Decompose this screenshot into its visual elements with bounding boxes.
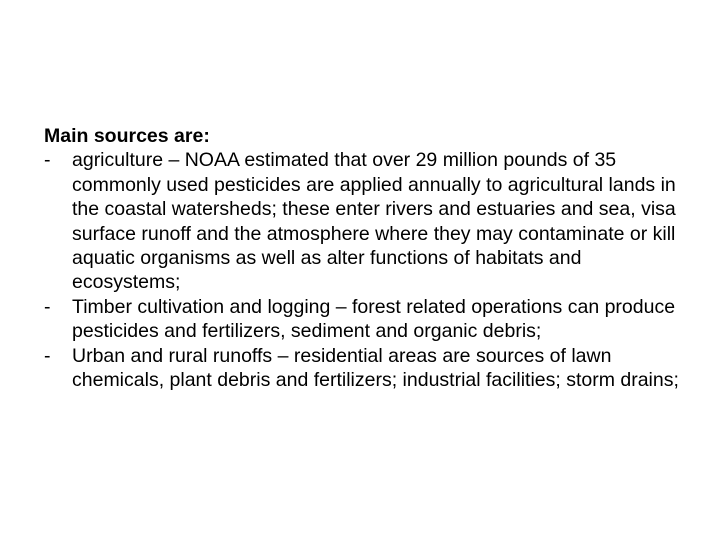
bullet-text: agriculture – NOAA estimated that over 29 million pounds of 35 commonly used pesticides are applied annually to agricultural lands in the coastal watersheds; these enter rivers and estuaries and sea, visa surface runoff and the atmosphere where they may contaminate or kill aquatic organisms as well as alter functions of habitats and ecosystems; — [72, 149, 676, 294]
slide-heading: Main sources are: — [44, 125, 210, 147]
bullet-marker: - — [44, 149, 51, 172]
bullet-marker: - — [44, 344, 51, 367]
bullet-text: Urban and rural runoffs – residential areas are sources of lawn chemicals, plant debris and fertilizers; industrial facilities; storm drains; — [72, 344, 679, 392]
bullet-item-runoff — [44, 344, 694, 393]
bullet-item-timber — [44, 295, 694, 344]
bullet-text: Timber cultivation and logging – forest related operations can produce pesticides and fertilizers, sediment and organic debris; — [72, 295, 676, 343]
slide-content — [44, 124, 694, 392]
bullet-list — [44, 148, 694, 392]
bullet-marker: - — [44, 295, 51, 318]
bullet-item-agriculture — [44, 148, 694, 294]
